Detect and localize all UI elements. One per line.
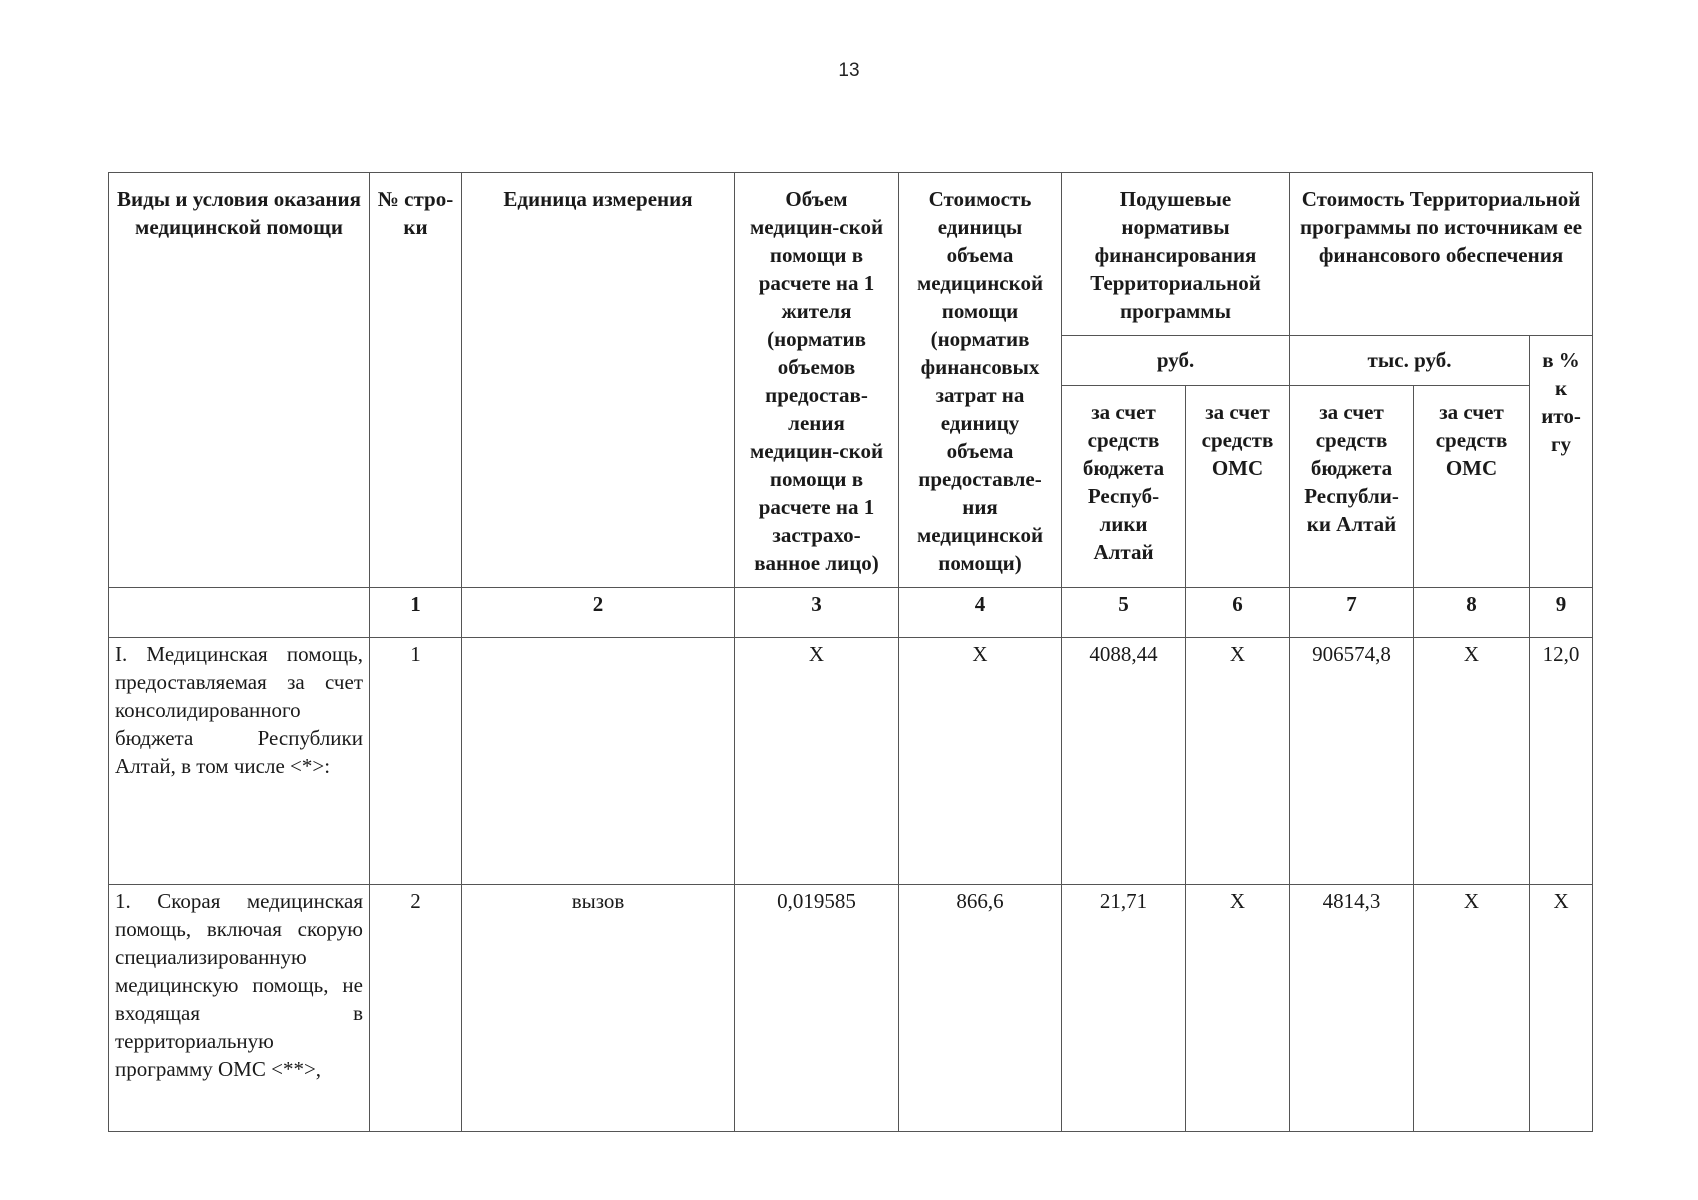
column-number — [109, 588, 370, 638]
header-rub: руб. — [1062, 336, 1290, 386]
unit-cell — [462, 638, 735, 885]
oms-cost-cell: X — [1414, 638, 1530, 885]
header-oms-per-capita: за счет средств ОМС — [1186, 386, 1290, 588]
header-row-number: № стро-ки — [370, 173, 462, 588]
header-types-of-care: Виды и условия оказания медицинской помощи — [109, 173, 370, 588]
unit-cell: вызов — [462, 885, 735, 1132]
row-description: I. Медицинская помощь, предоставляемая за счет консолидированного бюджета Республики Алтай, в том числе <*>: — [109, 638, 370, 885]
header-budget-cost: за счет средств бюджета Республи-ки Алтай — [1290, 386, 1414, 588]
table-row — [109, 885, 1593, 1132]
percent-cell: X — [1530, 885, 1593, 1132]
budget-per-capita-cell: 21,71 — [1062, 885, 1186, 1132]
oms-per-capita-cell: X — [1186, 885, 1290, 1132]
column-number: 1 — [370, 588, 462, 638]
column-number: 8 — [1414, 588, 1530, 638]
header-per-capita-norms: Подушевые нормативы финансирования Территориальной программы — [1062, 173, 1290, 336]
header-percent-of-total: в % к ито-гу — [1530, 336, 1593, 588]
unit-cost-cell: X — [899, 638, 1062, 885]
budget-per-capita-cell: 4088,44 — [1062, 638, 1186, 885]
program-cost-table — [108, 172, 1593, 1132]
row-number: 1 — [370, 638, 462, 885]
column-numbers-row — [109, 588, 1593, 638]
header-unit: Единица измерения — [462, 173, 735, 588]
column-number: 2 — [462, 588, 735, 638]
percent-cell: 12,0 — [1530, 638, 1593, 885]
row-number: 2 — [370, 885, 462, 1132]
column-number: 9 — [1530, 588, 1593, 638]
budget-cost-cell: 4814,3 — [1290, 885, 1414, 1132]
header-program-cost: Стоимость Территориальной программы по источникам ее финансового обеспечения — [1290, 173, 1593, 336]
header-oms-cost: за счет средств ОМС — [1414, 386, 1530, 588]
header-thousand-rub: тыс. руб. — [1290, 336, 1530, 386]
unit-cost-cell: 866,6 — [899, 885, 1062, 1132]
table-row — [109, 638, 1593, 885]
header-budget-per-capita: за счет средств бюджета Респуб-лики Алтай — [1062, 386, 1186, 588]
header-volume: Объем медицин-ской помощи в расчете на 1 жителя (норматив объемов предостав-ления медицин-ской помощи в расчете на 1 застрахо-ванное лицо) — [735, 173, 899, 588]
volume-cell: 0,019585 — [735, 885, 899, 1132]
oms-cost-cell: X — [1414, 885, 1530, 1132]
column-number: 3 — [735, 588, 899, 638]
column-number: 7 — [1290, 588, 1414, 638]
oms-per-capita-cell: X — [1186, 638, 1290, 885]
row-description: 1. Скорая медицинская помощь, включая скорую специализированную медицинскую помощь, не входящая в территориальную программу ОМС <**>, — [109, 885, 370, 1132]
header-unit-cost: Стоимость единицы объема медицинской помощи (норматив финансовых затрат на единицу объема предоставле-ния медицинской помощи) — [899, 173, 1062, 588]
budget-cost-cell: 906574,8 — [1290, 638, 1414, 885]
column-number: 4 — [899, 588, 1062, 638]
column-number: 6 — [1186, 588, 1290, 638]
page-number: 13 — [838, 60, 860, 81]
column-number: 5 — [1062, 588, 1186, 638]
volume-cell: X — [735, 638, 899, 885]
